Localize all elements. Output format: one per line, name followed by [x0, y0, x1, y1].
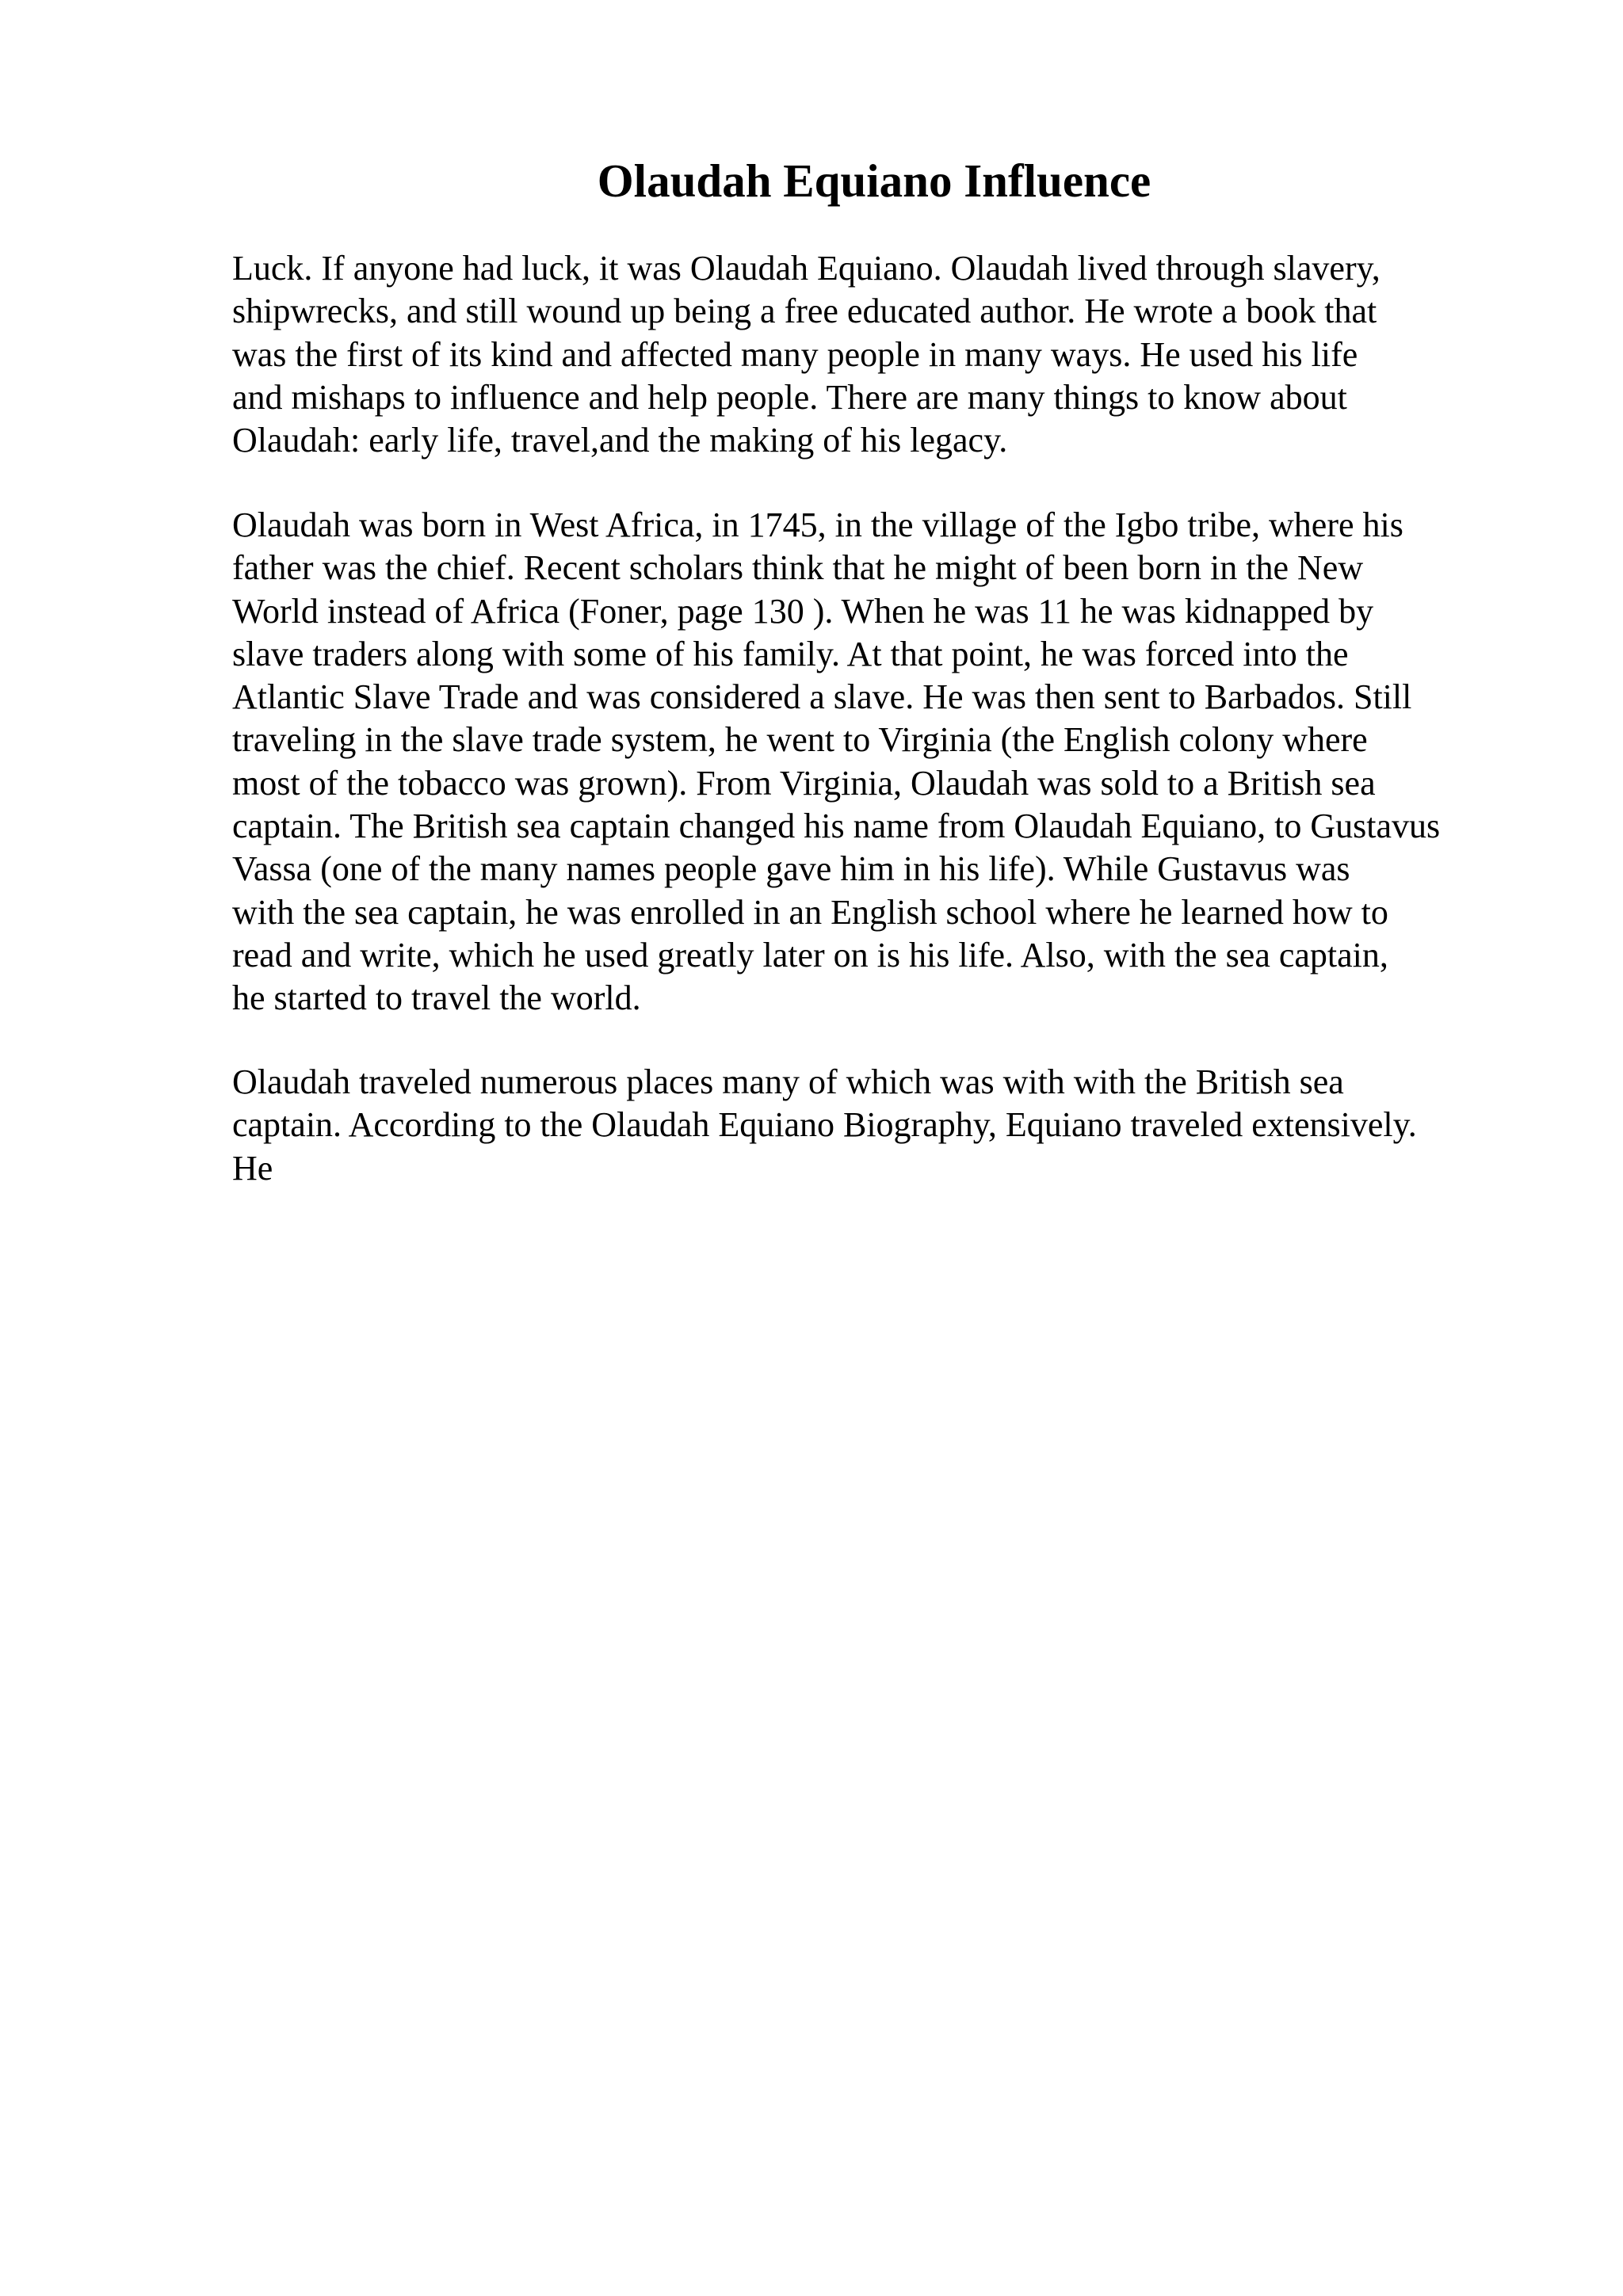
text-line: with the sea captain, he was enrolled in an English school where he learned how to	[232, 892, 1388, 932]
paragraph-travel	[232, 1061, 1595, 1190]
text-line: read and write, which he used greatly later on is his life. Also, with the sea captain,	[232, 935, 1388, 974]
paragraph-early-life	[232, 504, 1595, 1020]
text-line: captain. According to the Olaudah Equiano Biography, Equiano traveled extensively.	[232, 1105, 1417, 1145]
text-line: He	[232, 1148, 273, 1188]
text-line: and mishaps to influence and help people. There are many things to know about	[232, 377, 1347, 417]
text-line: he started to travel the world.	[232, 978, 641, 1018]
text-line: Olaudah: early life, travel,and the making of his legacy.	[232, 421, 1008, 460]
text-line: Atlantic Slave Trade and was considered a slave. He was then sent to Barbados. Still	[232, 677, 1412, 717]
text-line: shipwrecks, and still wound up being a free educated author. He wrote a book that	[232, 292, 1377, 331]
paragraph-introduction	[232, 247, 1595, 462]
text-line: World instead of Africa (Foner, page 130 ). When he was 11 he was kidnapped by	[232, 591, 1374, 631]
text-line: most of the tobacco was grown). From Virginia, Olaudah was sold to a British sea	[232, 763, 1376, 803]
text-line: Olaudah was born in West Africa, in 1745, in the village of the Igbo tribe, where his	[232, 505, 1403, 544]
text-line: captain. The British sea captain changed his name from Olaudah Equiano, to Gustavus	[232, 807, 1441, 846]
text-line: was the first of its kind and affected many people in many ways. He used his life	[232, 334, 1358, 374]
text-line: father was the chief. Recent scholars think that he might of been born in the New	[232, 548, 1364, 588]
text-line: Vassa (one of the many names people gave him in his life). While Gustavus was	[232, 849, 1350, 889]
document-title: Olaudah Equiano Influence	[597, 154, 1151, 207]
text-line: slave traders along with some of his family. At that point, he was forced into the	[232, 634, 1349, 673]
text-line: Olaudah traveled numerous places many of which was with with the British sea	[232, 1062, 1344, 1101]
text-line: traveling in the slave trade system, he went to Virginia (the English colony where	[232, 720, 1368, 760]
text-line: Luck. If anyone had luck, it was Olaudah Equiano. Olaudah lived through slavery,	[232, 249, 1381, 288]
